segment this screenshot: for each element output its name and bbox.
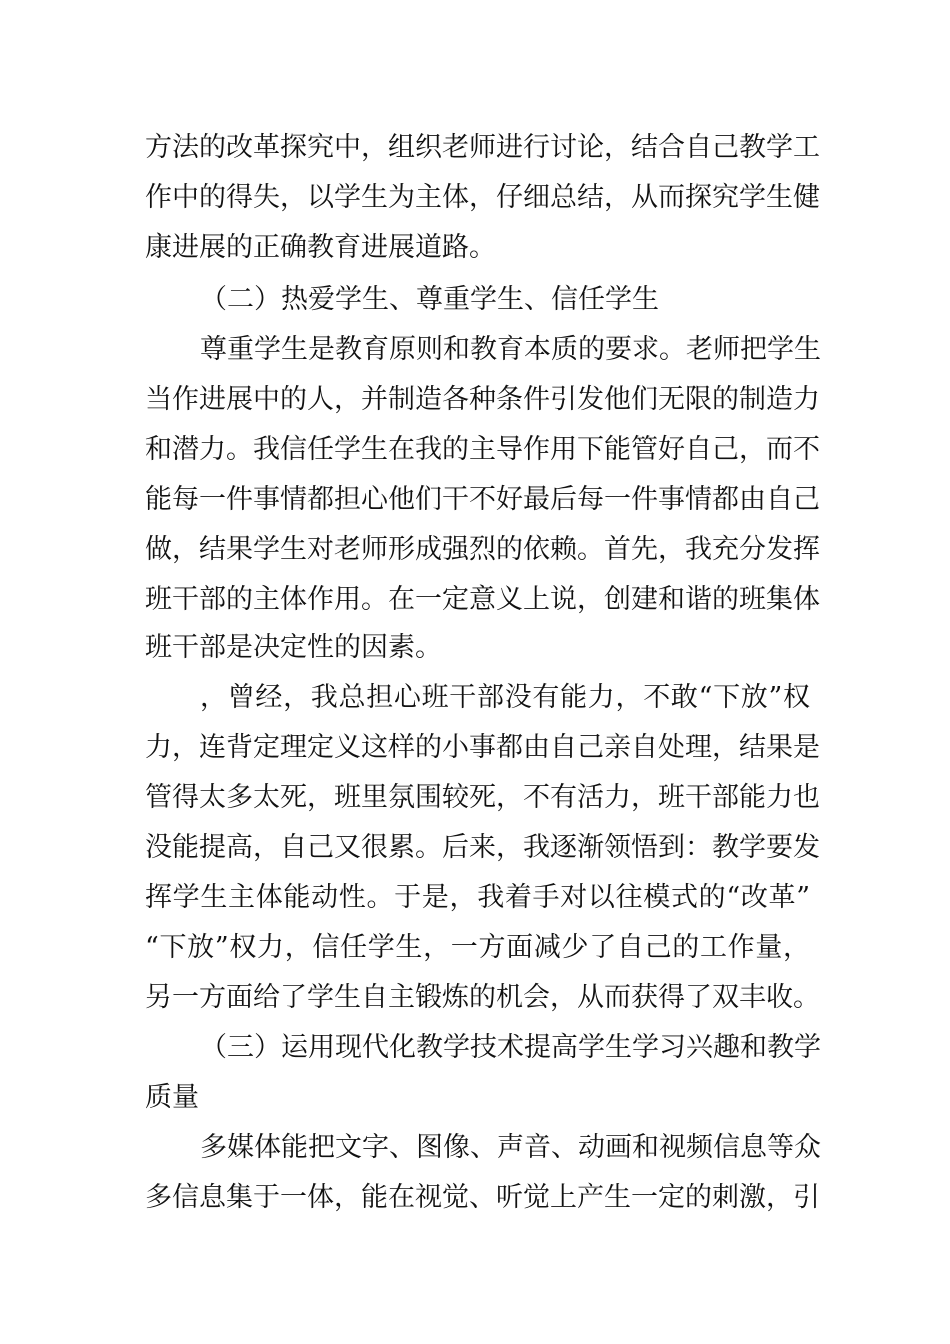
paragraph-line: 多媒体能把文字、图像、声音、动画和视频信息等众: [200, 1132, 821, 1163]
paragraph-line: 力，连背定理定义这样的小事都由自己亲自处理，结果是: [145, 732, 820, 763]
paragraph-line: 班干部是决定性的因素。: [145, 632, 442, 663]
paragraph-line: 做，结果学生对老师形成强烈的依赖。首先，我充分发挥: [145, 534, 820, 565]
paragraph-line: “下放”权力，信任学生，一方面减少了自己的工作量，: [145, 932, 810, 963]
paragraph-line: 作中的得失，以学生为主体，仔细总结，从而探究学生健: [145, 182, 820, 213]
paragraph-line: 另一方面给了学生自主锻炼的机会，从而获得了双丰收。: [145, 982, 820, 1013]
section-heading-continued: 质量: [145, 1082, 199, 1113]
paragraph-line: 能每一件事情都担心他们干不好最后每一件事情都由自己: [145, 484, 820, 515]
paragraph-line: 多信息集于一体，能在视觉、听觉上产生一定的刺激，引: [145, 1182, 820, 1213]
section-heading: （二）热爱学生、尊重学生、信任学生: [200, 284, 659, 315]
paragraph-line: 康进展的正确教育进展道路。: [145, 232, 496, 263]
section-heading: （三）运用现代化教学技术提高学生学习兴趣和教学: [200, 1032, 821, 1063]
paragraph-line: 和潜力。我信任学生在我的主导作用下能管好自己，而不: [145, 434, 820, 465]
paragraph-line: 没能提高，自己又很累。后来，我逐渐领悟到：教学要发: [145, 832, 820, 863]
paragraph-line: 管得太多太死，班里氛围较死，不有活力，班干部能力也: [145, 782, 820, 813]
paragraph-line: 当作进展中的人，并制造各种条件引发他们无限的制造力: [145, 384, 820, 415]
paragraph-line: ，曾经，我总担心班干部没有能力，不敢“下放”权: [200, 682, 810, 713]
paragraph-line: 方法的改革探究中，组织老师进行讨论，结合自己教学工: [145, 132, 820, 163]
paragraph-line: 班干部的主体作用。在一定意义上说，创建和谐的班集体: [145, 584, 820, 615]
paragraph-line: 尊重学生是教育原则和教育本质的要求。老师把学生: [200, 334, 821, 365]
paragraph-line: 挥学生主体能动性。于是，我着手对以往模式的“改革”: [145, 882, 810, 913]
